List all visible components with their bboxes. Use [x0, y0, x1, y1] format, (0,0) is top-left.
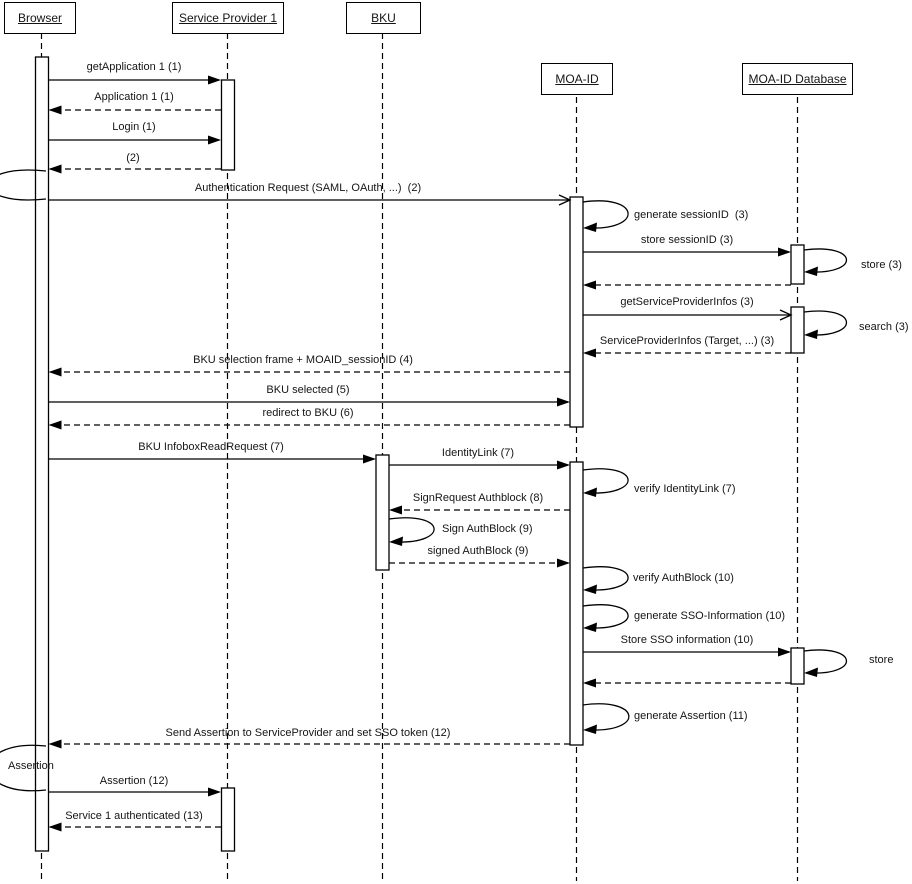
arrow-get-application [49, 76, 222, 85]
message-label: Assertion (12) [99, 775, 169, 787]
message-label: SignRequest Authblock (8) [412, 492, 544, 504]
self-loop-sign-authblock [389, 518, 434, 546]
activation-moa-id-database-a [791, 245, 804, 284]
arrow-return-2 [49, 165, 222, 174]
message-label: generate Assertion (11) [634, 710, 748, 722]
message-label: Send Assertion to ServiceProvider and set SSO token (12) [165, 727, 451, 739]
arrow-store-sessionid-return [583, 281, 791, 290]
message-label: Login (1) [112, 121, 156, 133]
message-label: Assertion [8, 760, 54, 772]
activation-moa-id-a [570, 197, 583, 427]
arrow-store-sessionid [583, 248, 791, 257]
message-label: getServiceProviderInfos (3) [620, 296, 754, 308]
actor-moa-id [541, 63, 613, 95]
arrow-store-sso-return [583, 679, 791, 688]
self-loop-store [804, 650, 846, 677]
activation-moa-id-database-c [791, 648, 804, 684]
message-label: redirect to BKU (6) [262, 407, 354, 419]
arrow-signed-authblock [389, 559, 570, 568]
self-loop-verify-authblock [583, 567, 628, 594]
actor-browser [4, 2, 76, 34]
arrow-get-service-provider-infos [583, 310, 791, 320]
activation-bku [376, 455, 389, 570]
message-label: generate SSO-Information (10) [634, 610, 786, 622]
message-label: store [869, 654, 894, 666]
message-label: store sessionID (3) [640, 234, 734, 246]
actor-moa-id-database [742, 63, 853, 95]
message-label: BKU selection frame + MOAID_sessionID (4) [193, 354, 413, 366]
actor-moa-id-database-label: MOA-ID Database [748, 72, 847, 86]
arrow-bku-infobox-read-request [49, 455, 377, 464]
message-label: Sign AuthBlock (9) [442, 523, 533, 535]
arrow-assertion [49, 788, 222, 797]
message-label: (2) [126, 152, 140, 164]
self-loop-generate-assertion [583, 704, 629, 734]
arrow-store-sso-information [583, 648, 791, 657]
arrow-bku-selection-frame [49, 368, 571, 377]
message-label: BKU selected (5) [266, 384, 350, 396]
activation-moa-id-database-b [791, 307, 804, 353]
arrow-identity-link [389, 461, 570, 470]
arrow-sign-request-authblock [389, 506, 570, 515]
actor-bku-label: BKU [371, 11, 396, 25]
actor-browser-label: Browser [17, 11, 62, 25]
message-label: getApplication 1 (1) [86, 61, 182, 73]
message-label: Application 1 (1) [94, 91, 174, 103]
arrow-authentication-request [49, 195, 571, 205]
activation-browser [36, 57, 49, 851]
arrow-login [49, 136, 222, 145]
message-label: Store SSO information (10) [620, 634, 754, 646]
self-loop-verify-identity-link [583, 469, 628, 497]
arrow-service-1-authenticated [49, 823, 222, 832]
message-label: generate sessionID (3) [634, 209, 749, 221]
activation-service-provider-1-a [222, 80, 235, 170]
message-label: store (3) [861, 259, 902, 271]
message-label: ServiceProviderInfos (Target, ...) (3) [599, 335, 775, 347]
activation-service-provider-1-b [222, 788, 235, 851]
actor-bku [346, 2, 421, 34]
message-label: IdentityLink (7) [441, 447, 515, 459]
actor-service-provider-1 [172, 2, 284, 34]
arrow-redirect-to-bku [49, 421, 571, 430]
actor-moa-id-label: MOA-ID [555, 72, 599, 86]
message-label: verify IdentityLink (7) [634, 483, 736, 495]
self-loop-generate-sessionid [583, 201, 628, 232]
arrow-send-assertion [49, 740, 571, 749]
self-loop-store-3 [804, 249, 846, 276]
actor-service-provider-1-label: Service Provider 1 [178, 11, 278, 25]
message-label: search (3) [859, 321, 909, 333]
activation-moa-id-b [570, 462, 583, 745]
message-label: BKU InfoboxReadRequest (7) [138, 441, 284, 453]
self-loop-search-3 [804, 311, 846, 339]
arrow-bku-selected [49, 398, 571, 407]
self-loop-generate-sso-information [583, 605, 628, 632]
arrow-application [49, 106, 222, 115]
message-label: verify AuthBlock (10) [633, 572, 734, 584]
message-label: signed AuthBlock (9) [427, 545, 529, 557]
message-label: Authentication Request (SAML, OAuth, ...) (2) [194, 182, 422, 194]
arrow-service-provider-infos-return [583, 349, 791, 358]
message-label: Service 1 authenticated (13) [65, 810, 203, 822]
